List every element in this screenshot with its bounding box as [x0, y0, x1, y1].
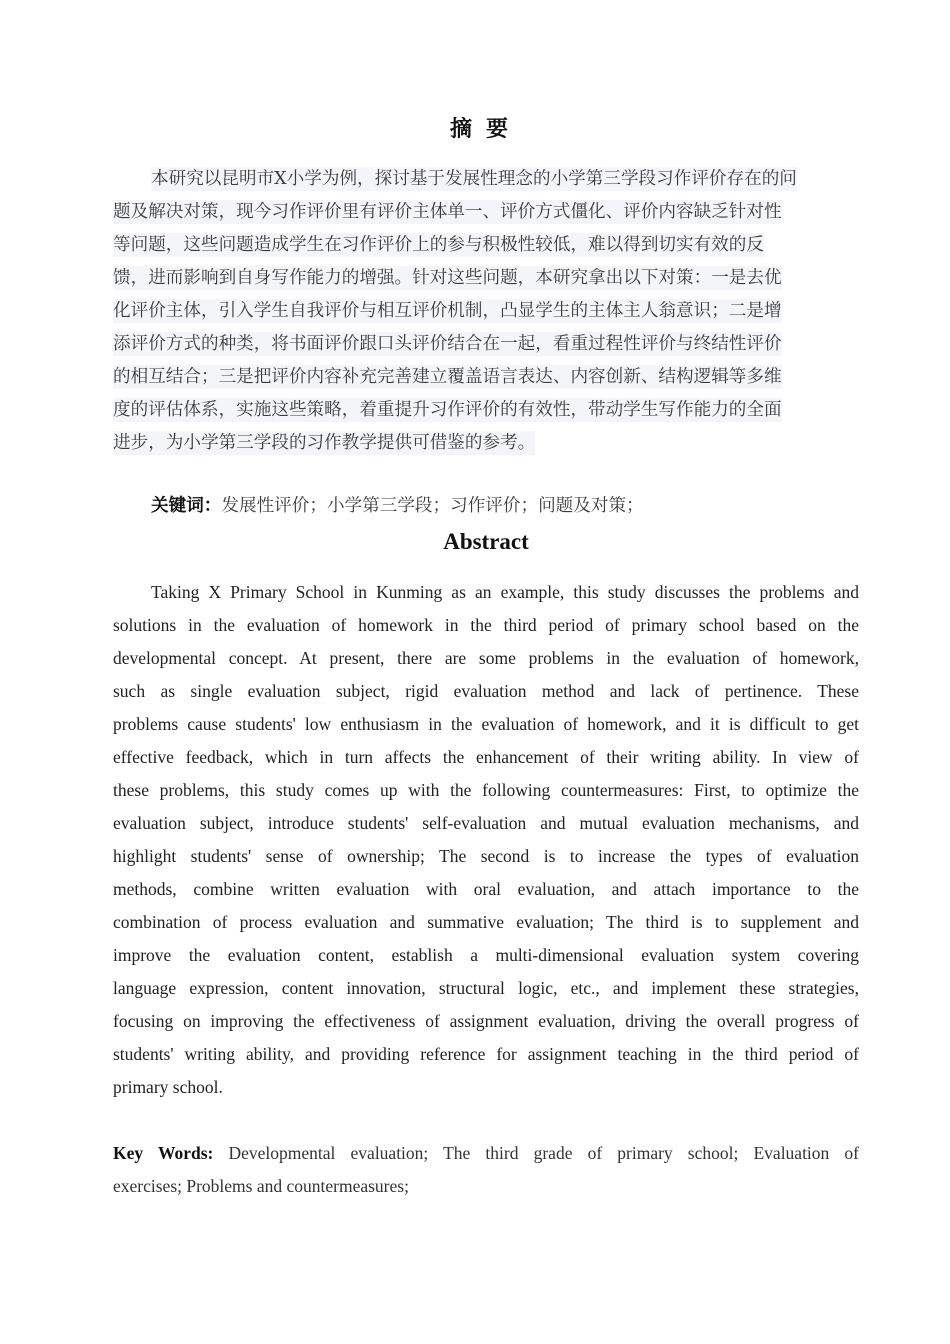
en-keywords-line: exercises; Problems and countermeasures; [113, 1176, 409, 1196]
cn-line: 等问题，这些问题造成学生在习作评价上的参与积极性较低，难以得到切实有效的反 [113, 235, 764, 255]
english-abstract-paragraph [113, 576, 859, 1104]
cn-line: 化评价主体，引入学生自我评价与相互评价机制，凸显学生的主体主人翁意识；二是增 [113, 301, 782, 321]
en-line: Taking X Primary School in Kunming as an example, this study discusses the problems and [151, 582, 859, 602]
en-line: these problems, this study comes up with the following countermeasures: First, to optimize the [113, 780, 859, 800]
en-line: highlight students' sense of ownership; The second is to increase the types of evaluation [113, 846, 859, 866]
english-keywords-label: Key Words: [113, 1143, 214, 1163]
en-line: solutions in the evaluation of homework in the third period of primary school based on the [113, 615, 859, 635]
cn-line: 馈，进而影响到自身写作能力的增强。针对这些问题，本研究拿出以下对策：一是去优 [113, 268, 782, 288]
en-line: developmental concept. At present, there are some problems in the evaluation of homework, [113, 648, 859, 668]
en-line: effective feedback, which in turn affects the enhancement of their writing ability. In view of [113, 747, 859, 767]
en-line: focusing on improving the effectiveness of assignment evaluation, driving the overall progress of [113, 1011, 859, 1031]
en-line: combination of process evaluation and summative evaluation; The third is to supplement and [113, 912, 859, 932]
cn-line: 本研究以昆明市X小学为例，探讨基于发展性理念的小学第三学段习作评价存在的问 [151, 169, 797, 189]
cn-line: 添评价方式的种类，将书面评价跟口头评价结合在一起，看重过程性评价与终结性评价 [113, 334, 782, 354]
chinese-abstract-paragraph [113, 163, 859, 460]
en-line: methods, combine written evaluation with oral evaluation, and attach importance to the [113, 879, 859, 899]
chinese-abstract-title: 摘要 [449, 116, 522, 142]
cn-line: 度的评估体系，实施这些策略，着重提升习作评价的有效性，带动学生写作能力的全面 [113, 400, 782, 420]
chinese-keywords [151, 492, 644, 517]
english-abstract-title: Abstract [443, 529, 529, 554]
chinese-keywords-text: 发展性评价；小学第三学段；习作评价；问题及对策； [221, 496, 644, 516]
english-keywords [113, 1137, 859, 1203]
en-line: language expression, content innovation, structural logic, etc., and implement these strategies, [113, 978, 859, 998]
en-line: students' writing ability, and providing reference for assignment teaching in the third period of [113, 1044, 859, 1064]
en-keywords-line: Key Words: Developmental evaluation; The third grade of primary school; Evaluation of [113, 1143, 859, 1163]
en-line: problems cause students' low enthusiasm in the evaluation of homework, and it is difficult to get [113, 714, 859, 734]
en-line: primary school. [113, 1077, 223, 1097]
chinese-keywords-label: 关键词： [151, 496, 222, 516]
en-line: evaluation subject, introduce students' self-evaluation and mutual evaluation mechanisms, and [113, 813, 859, 833]
en-line: such as single evaluation subject, rigid evaluation method and lack of pertinence. These [113, 681, 859, 701]
cn-line: 的相互结合；三是把评价内容补充完善建立覆盖语言表达、内容创新、结构逻辑等多维 [113, 367, 782, 387]
cn-line: 题及解决对策，现今习作评价里有评价主体单一、评价方式僵化、评价内容缺乏针对性 [113, 202, 782, 222]
cn-line: 进步，为小学第三学段的习作教学提供可借鉴的参考。 [113, 433, 536, 453]
en-line: improve the evaluation content, establish a multi-dimensional evaluation system covering [113, 945, 859, 965]
